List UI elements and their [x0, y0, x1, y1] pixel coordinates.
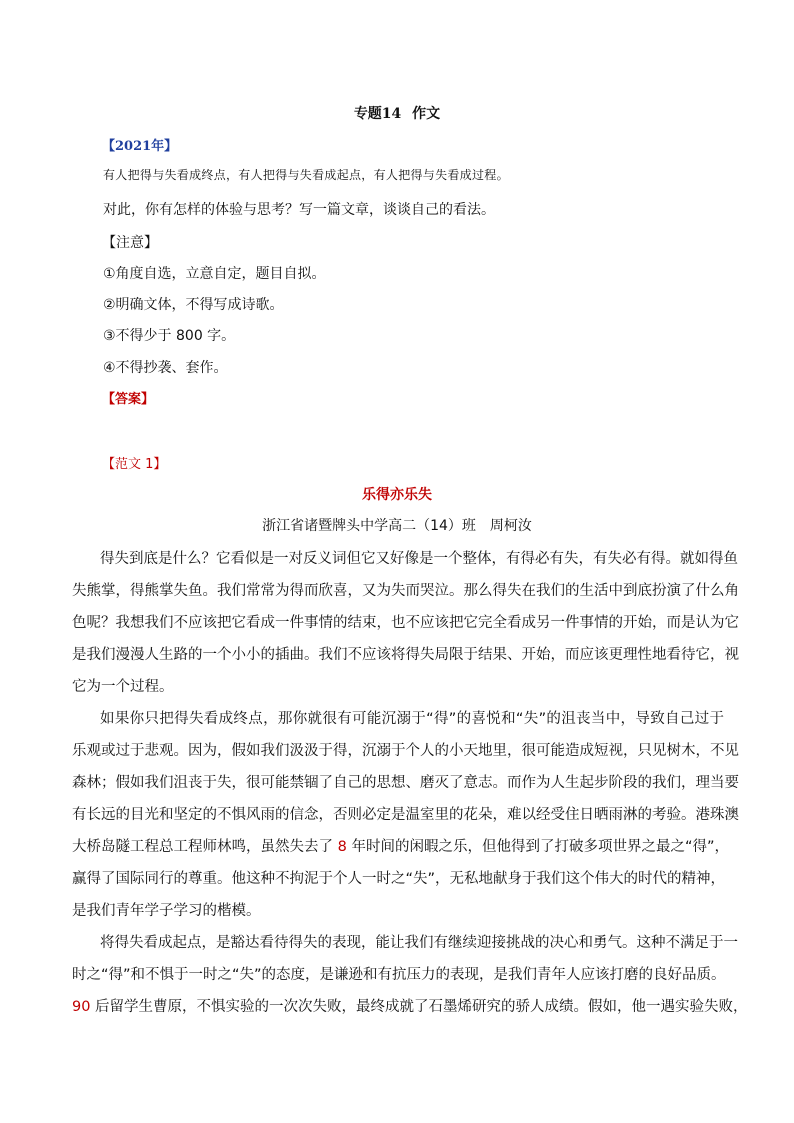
essay-title: 乐得亦乐失: [362, 487, 432, 503]
sample-essay-tag: 【范文 1】: [102, 457, 167, 472]
essay-line: 乐观或过于悲观。因为，假如我们汲汲于得，沉溺于个人的小天地里，很可能造成短视，只见树木，不见: [72, 743, 739, 759]
notice-item-2: ②明确文体，不得写成诗歌。: [103, 297, 284, 313]
question-instruction: 对此，你有怎样的体验与思考？写一篇文章，谈谈自己的看法。: [103, 202, 495, 218]
essay-author: 浙江省诸暨牌头中学高二（14）班 周柯汝: [262, 518, 532, 534]
essay-line: 森林；假如我们沮丧于失，很可能禁锢了自己的思想、磨灭了意志。而作为人生起步阶段的我们，理当要: [72, 775, 739, 791]
essay-line: 赢得了国际同行的尊重。他这种不拘泥于个人一时之“失”，无私地献身于我们这个伟大的时代的精神，: [72, 871, 726, 887]
essay-line: 如果你只把得失看成终点，那你就很有可能沉溺于“得”的喜悦和“失”的沮丧当中，导致自己过于: [100, 711, 724, 727]
notice-item-4: ④不得抄袭、套作。: [103, 360, 228, 376]
essay-line: 时之“得”和不惧于一时之“失”的态度，是谦逊和有抗压力的表现，是我们青年人应该打磨的良好品质。: [72, 967, 726, 983]
essay-line: 它为一个过程。: [72, 679, 174, 695]
answer-tag: 【答案】: [102, 392, 155, 407]
essay-line: 大桥岛隧工程总工程师林鸣，虽然失去了 8 年时间的闲暇之乐，但他得到了打破多项世界之最之“得”，: [72, 839, 729, 855]
essay-line: 是我们青年学子学习的楷模。: [72, 903, 261, 919]
essay-line: 得失到底是什么？它看似是一对反义词但它又好像是一个整体，有得必有失，有失必有得。就如得鱼: [100, 551, 738, 567]
notice-item-3: ③不得少于 800 字。: [103, 328, 236, 344]
essay-line: 90 后留学生曹原，不惧实验的一次次失败，最终成就了石墨烯研究的骄人成绩。假如，他一遇实验失败，: [72, 999, 748, 1015]
essay-line: 有长远的目光和坚定的不惧风雨的信念，否则必定是温室里的花朵，难以经受住日晒雨淋的考验。港珠澳: [72, 807, 739, 823]
year-tag: 【2021年】: [102, 139, 178, 154]
highlight-number: 8: [337, 839, 347, 855]
essay-line: 将得失看成起点，是豁达看待得失的表现，能让我们有继续迎接挑战的决心和勇气。这种不满足于一: [100, 935, 738, 951]
question-prompt: 有人把得与失看成终点，有人把得与失看成起点，有人把得与失看成过程。: [103, 168, 509, 182]
essay-line: 色呢？我想我们不应该把它看成一件事情的结束，也不应该把它完全看成另一件事情的开始，而是认为它: [72, 615, 739, 631]
highlight-number: 90: [72, 999, 91, 1015]
essay-line: 是我们漫漫人生路的一个小小的插曲。我们不应该将得失局限于结果、开始，而应该更理性地看待它，视: [72, 647, 739, 663]
notice-heading: 【注意】: [102, 235, 158, 251]
page-title: 专题14 作文: [353, 106, 441, 122]
notice-item-1: ①角度自选，立意自定，题目自拟。: [103, 266, 326, 282]
essay-line: 失熊掌，得熊掌失鱼。我们常常为得而欣喜，又为失而哭泣。那么得失在我们的生活中到底扮演了什么角: [72, 583, 739, 599]
